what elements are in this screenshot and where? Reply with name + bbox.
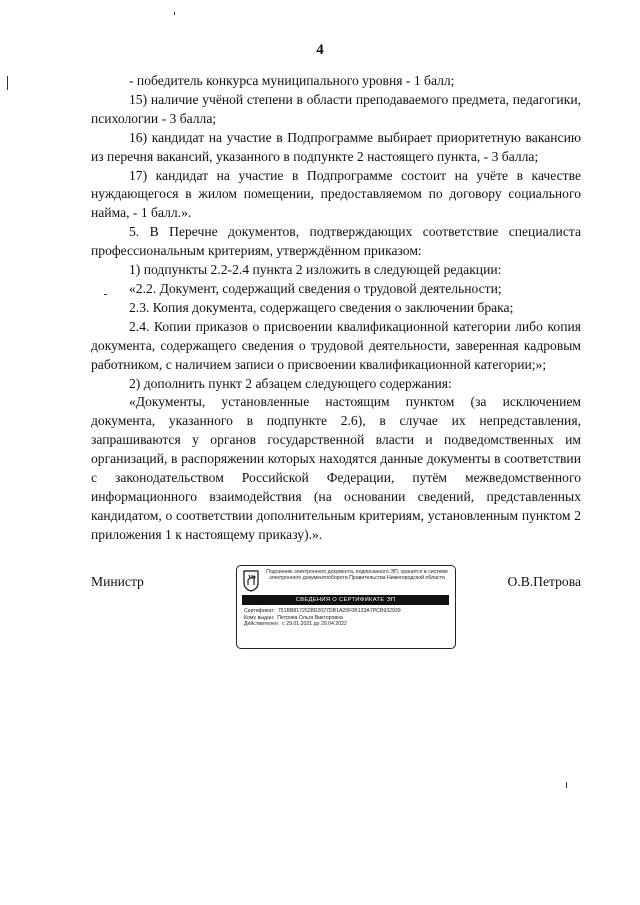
paragraph: «Документы, установленные настоящим пунктом (за исключением документа, указанного в подпункте 2.6), в случае их непредставления, запрашиваются у органов государственной власти и подведомственных им организаций, в распоряжении которых находятся данные документы в соответствии с законодательством Российской Федерации, путём межведомственного информационного взаимодействия (на основании сведений, представленных кандидатом, о соответствии дополнительным критериям, установленным пунктом 2 приложения 1 к настоящему приказу).». bbox=[91, 394, 581, 542]
validity-row bbox=[244, 621, 450, 628]
paragraph: 16) кандидат на участие в Подпрограмме выбирает приоритетную вакансию из перечня вакансий, указанного в подпункте 2 настоящего пункта, - 3 балла; bbox=[91, 129, 581, 164]
paragraph: 2.3. Копия документа, содержащего сведения о заключении брака; bbox=[129, 299, 514, 315]
document-body bbox=[91, 72, 581, 545]
issued-to-label: Кому выдан: bbox=[244, 614, 275, 621]
certificate-row bbox=[244, 608, 450, 615]
scan-mark bbox=[174, 12, 175, 15]
paragraph: 5. В Перечне документов, подтверждающих соответствие специалиста профессиональным критериям, утверждённом приказом: bbox=[91, 224, 581, 259]
scan-mark bbox=[566, 782, 567, 788]
certificate-label: Сертификат: bbox=[244, 608, 275, 614]
paragraph: 17) кандидат на участие в Подпрограмме состоит на учёте в качестве нуждающегося в жилом помещении, предоставляемом по договору социального найма, - 1 балл.». bbox=[91, 167, 581, 221]
signatory-name: О.В.Петрова bbox=[507, 574, 581, 589]
deer-coat-of-arms-icon bbox=[243, 570, 259, 592]
paragraph: «2.2. Документ, содержащий сведения о трудовой деятельности; bbox=[129, 280, 502, 296]
paragraph: 2) дополнить пункт 2 абзацем следующего содержания: bbox=[129, 375, 452, 391]
issued-to-value: Петрова Ольга Викторовна bbox=[277, 614, 343, 621]
stamp-header: Подлинник электронного документа, подписанного ЭП, хранится в системе электронного документооборота Правительства Нижегородской области bbox=[266, 569, 448, 582]
page-number: 4 bbox=[316, 42, 324, 58]
stamp-details bbox=[244, 608, 450, 628]
electronic-signature-stamp bbox=[236, 565, 456, 649]
scan-mark bbox=[7, 76, 8, 90]
paragraph: - победитель конкурса муниципального уровня - 1 балл; bbox=[129, 73, 455, 88]
signature-block bbox=[91, 569, 581, 652]
paragraph: 2.4. Копии приказов о присвоении квалификационной категории либо копия документа, содержащего сведения о трудовой деятельности, заверенная кадровым работником, с наличием записи о присвоении квалификационной категории;»; bbox=[91, 318, 581, 372]
paragraph: 1) подпункты 2.2-2.4 пункта 2 изложить в следующей редакции: bbox=[129, 262, 502, 278]
paragraph: 15) наличие учёной степени в области преподаваемого предмета, педагогики, психологии - 3 балла; bbox=[91, 91, 581, 126]
certificate-value: 751BB8172528D2027DB1A20F0B133A7PCB932939 bbox=[277, 608, 401, 614]
validity-value: с 29.01.2021 до 29.04.2022 bbox=[282, 621, 347, 628]
validity-label: Действителен: bbox=[244, 621, 280, 628]
stamp-certificate-bar: СВЕДЕНИЯ О СЕРТИФИКАТЕ ЭП bbox=[242, 595, 449, 605]
signatory-title: Министр bbox=[91, 574, 144, 589]
